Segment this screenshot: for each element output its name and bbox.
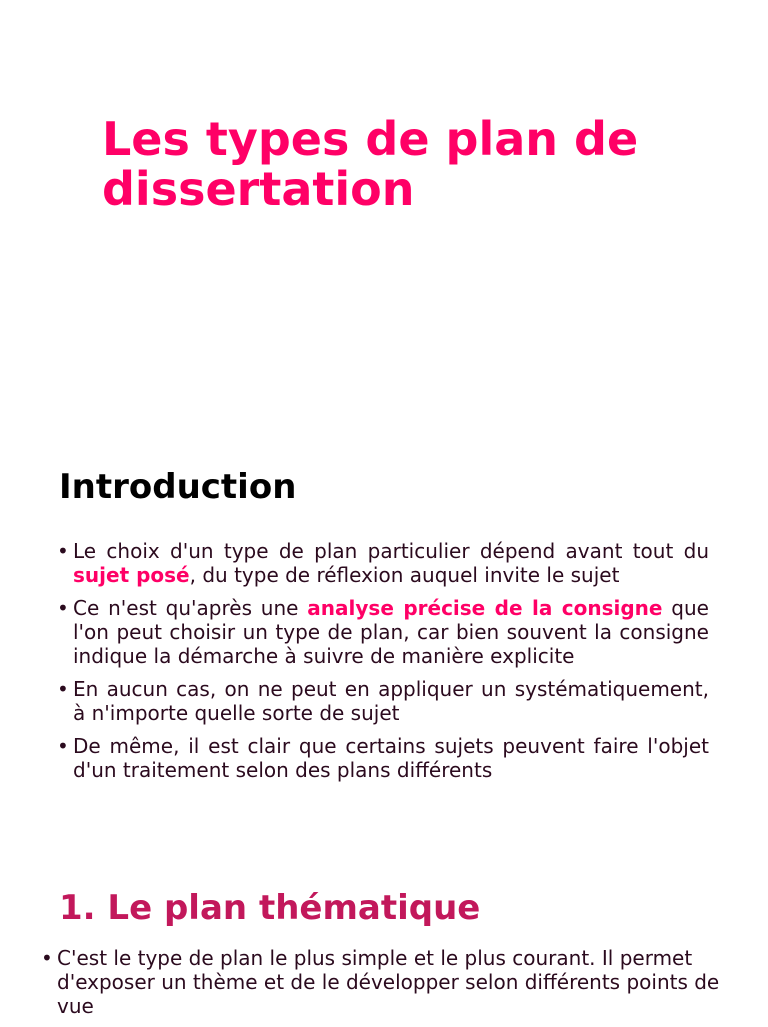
list-item [56, 596, 709, 668]
highlight-text: sujet posé [73, 563, 190, 587]
section-bullet-list [40, 946, 720, 1027]
bullet-text: , du type de réflexion auquel invite le sujet [189, 563, 620, 587]
bullet-text: Ce n'est qu'après une [73, 596, 308, 620]
bullet-icon: • [57, 539, 69, 563]
page-title: Les types de plan de dissertation [102, 112, 639, 216]
bullet-icon: • [57, 734, 69, 758]
bullet-text: que l'on peut choisir un type de plan, car bien souvent la consigne indique la démarche à suivre de manière explicite [73, 596, 709, 668]
bullet-text: Le choix d'un type de plan particulier dépend avant tout du [73, 539, 709, 563]
highlight-text: analyse précise de la consigne [307, 596, 663, 620]
bullet-icon: • [57, 677, 69, 701]
bullet-text: De même, il est clair que certains sujets peuvent faire l'objet d'un traitement selon des plans différents [73, 734, 709, 782]
intro-heading: Introduction [59, 467, 297, 507]
bullet-text: C'est le type de plan le plus simple et le plus courant. Il permet d'exposer un thème et de le développer selon différents points de vue [57, 946, 720, 1018]
list-item [56, 734, 709, 782]
list-item [56, 677, 709, 725]
bullet-text: En aucun cas, on ne peut en appliquer un systématiquement, à n'importe quelle sorte de sujet [73, 677, 709, 725]
bullet-icon: • [41, 946, 53, 970]
bullet-icon: • [57, 596, 69, 620]
section-heading: 1. Le plan thématique [59, 888, 481, 928]
intro-bullet-list [56, 539, 709, 791]
list-item [56, 539, 709, 587]
list-item [40, 946, 720, 1018]
